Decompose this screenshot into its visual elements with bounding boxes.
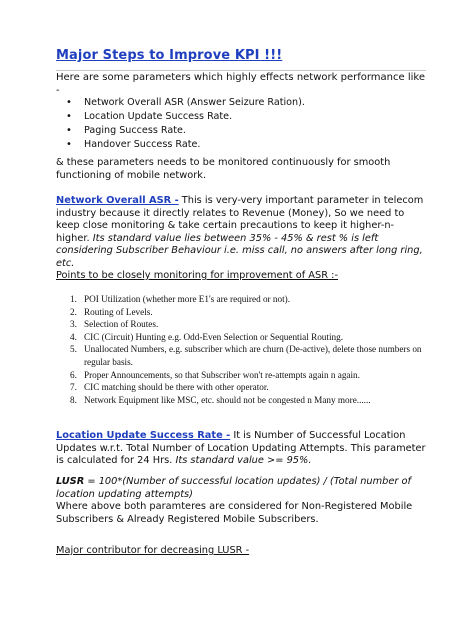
kpi-bullet-list <box>66 96 305 152</box>
asr-body: This is very-very important parameter in telecom industry because it directly relates to Revenue (Money), So we need to keep close monitoring & take certain precautions to keep it higher-n-higher. <box>56 195 424 244</box>
list-item <box>70 394 430 407</box>
contributor-heading: Major contributor for decreasing LUSR - <box>56 545 250 556</box>
list-item <box>70 381 430 394</box>
list-text: Network Equipment like MSC, etc. should not be congested n Many more...... <box>84 394 371 405</box>
list-number: 8. <box>70 394 77 405</box>
formula-expression: = 100*(Number of successful location updates) / (Total number of location updating attempts) <box>56 476 411 500</box>
list-number: 2. <box>70 306 77 317</box>
list-text: Proper Announcements, so that Subscriber won't re-attempts again n again. <box>84 369 360 380</box>
list-text: Selection of Routes. <box>84 319 159 330</box>
list-text: Routing of Levels. <box>84 306 153 317</box>
lu-standard: Its standard value >= 95%. <box>172 455 312 467</box>
list-number: 3. <box>70 319 77 330</box>
list-number: 6. <box>70 369 77 380</box>
lu-heading: Location Update Success Rate - <box>56 430 231 441</box>
points-heading: Points to be closely monitoring for improvement of ASR :- <box>56 270 338 281</box>
list-text: Unallocated Numbers, e.g. subscriber which are churn (De-active), delete those numbers on regular basis. <box>84 344 422 367</box>
document-title: Major Steps to Improve KPI !!! <box>56 48 283 63</box>
bullet-item: • Handover Success Rate. <box>66 138 305 152</box>
list-item <box>70 293 430 306</box>
list-item <box>70 306 430 319</box>
list-text: CIC (Circuit) Hunting e.g. Odd-Even Selection or Sequential Routing. <box>84 331 343 342</box>
list-number: 5. <box>70 344 77 355</box>
asr-heading: Network Overall ASR - <box>56 195 179 206</box>
list-text: POI Utilization (whether more E1's are required or not). <box>84 294 291 304</box>
asr-points-list <box>70 293 430 406</box>
list-item <box>70 331 430 344</box>
bullet-item: • Network Overall ASR (Answer Seizure Ration). <box>66 96 305 110</box>
lu-paragraph <box>56 430 426 468</box>
lusr-formula <box>56 476 431 526</box>
formula-label: LUSR <box>56 476 85 487</box>
list-item <box>70 343 430 368</box>
bullet-item: • Paging Success Rate. <box>66 124 305 138</box>
formula-note: Where above both paramteres are considered for Non-Registered Mobile Subscribers & Already Registered Mobile Subscribers. <box>56 501 413 525</box>
lu-body: It is Number of Successful Location Updates w.r.t. Total Number of Location Updating Attempts. This parameter is calculated for 24 Hrs. <box>56 430 426 467</box>
list-item <box>70 318 430 331</box>
monitor-paragraph: & these parameters needs to be monitored continuously for smooth functioning of mobile network. <box>56 157 391 181</box>
asr-standard: Its standard value lies between 35% - 45% & rest % is left considering Subscriber Behaviour i.e. miss call, no answers after long ring, etc. <box>56 232 423 269</box>
bullet-item: • Location Update Success Rate. <box>66 110 305 124</box>
list-text: CIC matching should be there with other operator. <box>84 382 269 393</box>
list-number: 4. <box>70 331 77 342</box>
list-item <box>70 369 430 382</box>
intro-text: Here are some parameters which highly effects network performance like - <box>56 72 425 96</box>
list-number: 1. <box>70 294 77 304</box>
list-number: 7. <box>70 382 77 393</box>
asr-paragraph <box>56 195 426 271</box>
